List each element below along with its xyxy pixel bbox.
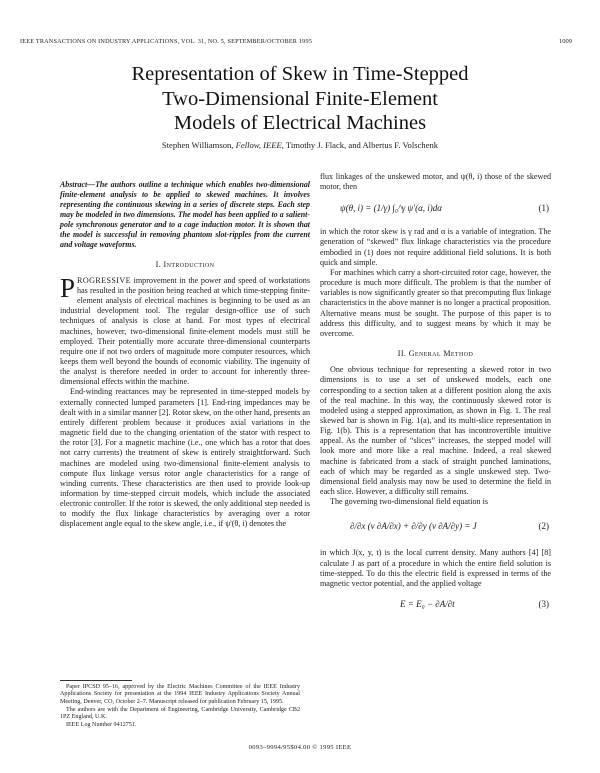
equation-2-body: ∂/∂x (ν ∂A/∂x) + ∂/∂y (ν ∂A/∂y) = J xyxy=(350,521,477,532)
intro-lead-word: ROGRESSIVE xyxy=(77,275,131,285)
right-paragraph-2: in which the rotor skew is γ rad and α is a variable of integration. The generation of “skewed” flux linkage characteristics via the procedure embodied in (1) does not require additional field solutions. It is both quick and simple. xyxy=(320,227,551,267)
paper-title xyxy=(0,62,600,136)
title-line-1: Representation of Skew in Time-Stepped xyxy=(131,63,469,85)
title-line-2: Two-Dimensional Finite-Element xyxy=(162,87,438,110)
equation-1-body: ψ(θ, i) = (1/γ) ∫₀^γ ψ'(α, i)dα xyxy=(340,203,443,214)
footnote-2: The authors are with the Department of Engineering, Cambridge University, Cambridge CB2 1PZ England, U.K. xyxy=(60,706,300,721)
right-paragraph-5: The governing two-dimensional field equation is xyxy=(330,497,489,507)
equation-1-number: (1) xyxy=(538,203,549,214)
intro-paragraph-1 xyxy=(60,272,310,388)
journal-header: IEEE TRANSACTIONS ON INDUSTRY APPLICATIONS, VOL. 31, NO. 5, SEPTEMBER/OCTOBER 1995 xyxy=(20,38,313,45)
copyright-footer: 0093–9994/95$04.00 © 1995 IEEE xyxy=(248,744,352,751)
author-1: Stephen Williamson, xyxy=(161,140,234,150)
equation-3-number: (3) xyxy=(538,599,549,609)
section-2-heading: II. General Method xyxy=(397,349,474,359)
section-1-heading: I. Introduction xyxy=(155,259,215,269)
equation-3-body: E = E₀ − ∂A/∂t xyxy=(400,599,455,609)
right-paragraph-3: For machines which carry a short-circuited rotor cage, however, the procedure is much more difficult. The problem is that the number of variables is now significantly greater so that precomputing flux linkage characteristics in the above manner is no longer a practical proposition. Alternative means must be sought. The purpose of this paper is to address this difficulty, and to suggest means by which it may be overcome. xyxy=(320,267,551,338)
page-number: 1009 xyxy=(559,38,572,45)
author-1-role: Fellow, IEEE, xyxy=(235,140,284,150)
intro-paragraph-2: End-winding reactances may be represented in time-stepped models by externally connected lumped parameters [1]. End-ring impedances may be dealt with in a similar manner [2]. Rotor skew, on the other hand, presents an entirely different problem because it produces axial variations in the magnetic field due to the changing orientation of the stator with respect to the rotor [3]. For a magnetic machine (i.e., one which has a rotor that does not carry currents) the treatment of skew is entirely straightforward. Such machines are modeled using two-dimensional finite-element analysis to compute flux linkage versus rotor angle characteristics for a range of winding currents. These characteristics are then used to provide look-up information by time-stepped circuit models, which include the associated electronic controller. If the rotor is skewed, the only additional step needed is to modify the flux linkage characteristics by averaging over a rotor displacement angle equal to the skew angle, i.e., if ψ'(θ, i) denotes the xyxy=(60,387,310,529)
equation-3 xyxy=(320,592,551,618)
left-column xyxy=(60,172,310,530)
title-line-3: Models of Electrical Machines xyxy=(173,112,427,134)
footnotes xyxy=(60,684,300,730)
equation-2 xyxy=(320,510,551,544)
right-paragraph-6: in which J(x, y, t) is the local current density. Many authors [4] [8] calculate J as part of a procedure in which the entire field solution is time-stepped. To do this the electric field is expressed in terms of the magnetic vector potential, and the applied voltage xyxy=(320,548,551,588)
right-paragraph-1: flux linkages of the unskewed motor, and ψ(θ, i) those of the skewed motor, then xyxy=(320,172,551,192)
equation-2-number: (2) xyxy=(538,521,549,532)
intro-text-1: improvement in the power and speed of workstations has resulted in the position being reached at which time-stepping finite-element analysis of electrical machines is beginning to be used as an industrial development tool. The regular design-office use of such techniques of analysis is close at hand. For most types of electrical machines, however, two-dimensional finite-element models must still be employed. Their potentially more accurate three-dimensional counterparts require one if not two orders of magnitude more computer resources, which keeps them well beyond the bounds of economic viability. The ingenuity of the analyst is therefore needed in order to account for inherently three-dimensional effects within the machine. xyxy=(60,275,310,387)
footnote-divider xyxy=(60,680,132,681)
drop-cap: P xyxy=(60,272,76,303)
footnote-3: IEEE Log Number 9412751. xyxy=(66,722,137,729)
right-column xyxy=(320,172,551,622)
author-line xyxy=(0,140,600,151)
footnote-1: Paper IPCSD 95–16, approved by the Electric Machines Committee of the IEEE Industry Applications Society for presentation at the 1994 IEEE Industry Applications Society Annual Meeting, Denver, CO, October 2–7. Manuscript released for publication February 15, 1995. xyxy=(60,684,300,705)
right-paragraph-4: One obvious technique for representing a skewed rotor in two dimensions is to use a set of unskewed models, each one corresponding to a section taken at a different position along the axis of the real machine. In this way, the continuously skewed rotor is modeled using a stepped approximation, as shown in Fig. 1. The real skewed bar is shown in Fig. 1(a), and its multi-slice representation in Fig. 1(b). This is a representation that has incontrovertible intuitive appeal. As the number of “slices” increases, the stepped model will look more and more like a real machine. Indeed, a real skewed machine is fabricated from a stack of straight punched laminations, each of which may be regarded as a single unskewed step. Two-dimensional field analysis may now be used to determine the field in each slice. However, a difficulty still remains. xyxy=(320,365,551,497)
equation-1 xyxy=(320,195,551,223)
abstract: Abstract—The authors outline a technique which enables two-dimensional finite-element analysis to be applied to skewed machines. It involves representing the continuous skewing in a series of discrete steps. Each step may be modeled in two dimensions. The model has been applied to a salient-pole synchronous generator and to a cage induction motor. It is shown that the model is successful in removing phantom slot-ripples from the current and voltage waveforms. xyxy=(60,179,310,249)
author-2-3: Timothy J. Flack, and Albertus F. Volschenk xyxy=(285,140,439,150)
